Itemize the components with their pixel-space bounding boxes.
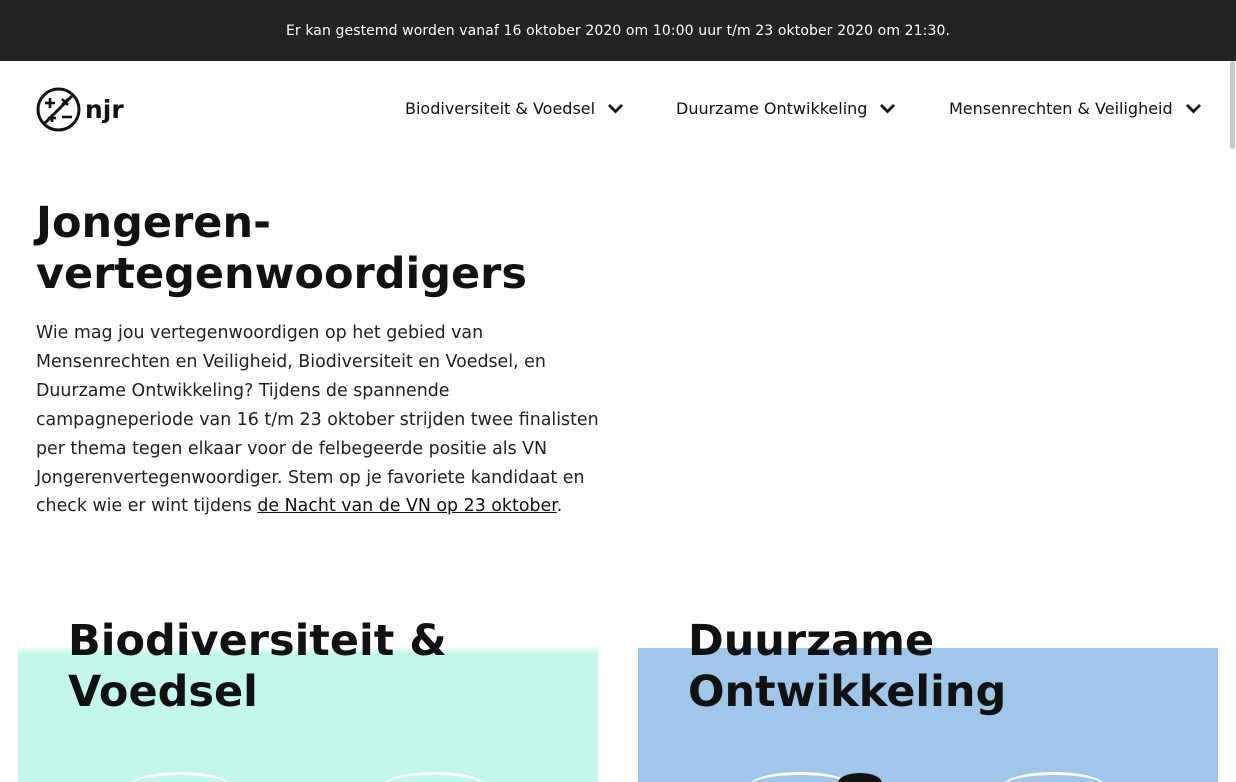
card-title-line-1: Biodiversiteit & xyxy=(68,616,447,666)
nav-biodiversiteit-voedsel[interactable] xyxy=(405,99,624,118)
chevron-down-icon xyxy=(1185,103,1202,114)
page-title-line-2: vertegenwoordigers xyxy=(36,249,527,299)
intro-text: Wie mag jou vertegenwoordigen op het gebied van Mensenrechten en Veiligheid, Biodiversiteit en Voedsel, en Duurzame Ontwikkeling? Tijdens de spannende campagneperiode van 16 t/m 23 oktober strijden twee finalisten per thema tegen elkaar voor de felbegeerde positie als VN Jongerenvertegenwoordiger. Stem op je favoriete kandidaat en check wie er wint tijdens xyxy=(36,323,599,517)
nav-label: Biodiversiteit & Voedsel xyxy=(405,99,596,118)
site-header xyxy=(0,61,1236,159)
card-title-biodiversiteit xyxy=(68,616,588,718)
page-title-line-1: Jongeren- xyxy=(36,198,271,248)
card-title-line-2: Voedsel xyxy=(68,667,258,717)
card-title-duurzame xyxy=(688,616,1208,718)
nav-mensenrechten-veiligheid[interactable] xyxy=(949,99,1202,118)
nav-duurzame-ontwikkeling[interactable] xyxy=(676,99,896,118)
card-title-line-1: Duurzame xyxy=(688,616,935,666)
announcement-text: Er kan gestemd worden vanaf 16 oktober 2020 om 10:00 uur t/m 23 oktober 2020 om 21:30. xyxy=(285,22,951,39)
intro-end: . xyxy=(556,496,563,517)
scrollbar-thumb[interactable] xyxy=(1230,61,1235,149)
njr-logo-icon xyxy=(36,87,81,132)
nacht-van-de-vn-link[interactable]: de Nacht van de VN op 23 oktober xyxy=(257,496,557,517)
njr-logo[interactable] xyxy=(36,87,124,132)
card-title-line-2: Ontwikkeling xyxy=(688,667,1007,717)
announcement-banner xyxy=(0,0,1236,61)
intro-paragraph xyxy=(36,319,611,521)
chevron-down-icon xyxy=(607,103,624,114)
nav-label: Mensenrechten & Veiligheid xyxy=(949,99,1173,118)
nav-label: Duurzame Ontwikkeling xyxy=(676,99,868,118)
page-title xyxy=(36,198,596,300)
logo-text: njr xyxy=(85,95,124,124)
chevron-down-icon xyxy=(879,103,896,114)
